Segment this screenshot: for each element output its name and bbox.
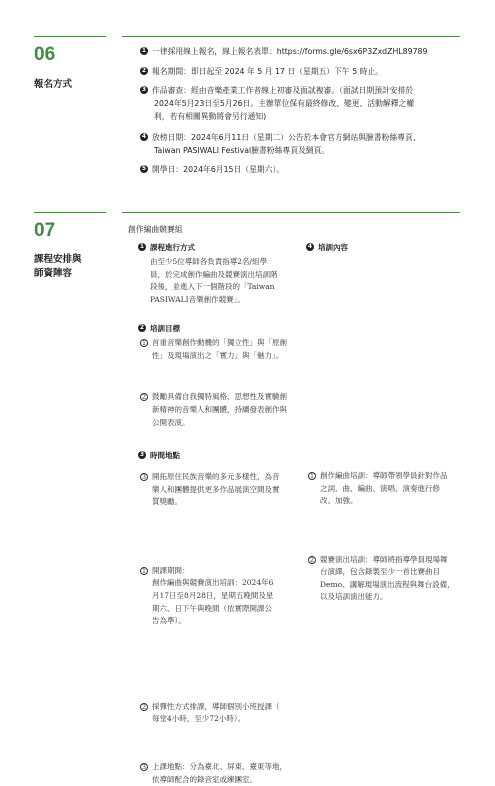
- subheading-training-goals: [138, 323, 180, 334]
- paragraph-line: 段後，並進入下一個階段的「Taiwan: [150, 282, 275, 292]
- number-badge: 5: [141, 165, 147, 172]
- section-06-title: 報名方式: [34, 79, 73, 90]
- list-line: 改、加強。: [320, 496, 358, 506]
- register-item-line: [140, 163, 475, 176]
- subheading-text: 培訓內容: [318, 243, 348, 252]
- register-item-line: [140, 110, 475, 123]
- register-item-text: 一律採用線上報名，線上報名表單：https://forms.gle/6sx6P3ZxdZHL89789: [152, 47, 428, 56]
- section-07-rule-right: [122, 212, 460, 213]
- number-badge: 1: [139, 243, 145, 250]
- circled-number: 2: [308, 556, 316, 564]
- section-07-rule: [34, 212, 106, 213]
- list-line: 創作編曲培訓：導師帶領學員針對作品: [320, 471, 448, 481]
- register-item-line: [140, 65, 475, 78]
- subheading-time-place: [138, 450, 180, 461]
- training-content-item: [308, 554, 480, 604]
- register-item-text: 報名期間：即日起至 2024 年 5 月 17 日（星期五）下午 5 時止。: [152, 67, 384, 76]
- list-line: 質獎勵。: [152, 497, 182, 507]
- paragraph-line: PASIWALI音樂創作競賽」。: [150, 294, 245, 304]
- register-item-text: 開學日：2024年6月15日（星期六）。: [152, 165, 285, 174]
- number-badge: 2: [141, 67, 147, 74]
- number-badge: 3: [139, 451, 145, 458]
- group-heading: 創作編曲競賽組: [128, 225, 183, 234]
- register-item-text: 作品審查：經由音樂產業工作者線上初審及面試複審。（面試日期預計安排於: [152, 86, 414, 95]
- list-line: 以及培訓演出能力。: [320, 592, 388, 602]
- list-line: 之詞、曲、編曲、演唱、演奏進行修: [320, 483, 440, 493]
- training-content-item: [308, 470, 480, 508]
- list-line: 首重音樂創作動機的「獨立性」與「原創: [152, 338, 287, 347]
- register-item: [140, 84, 475, 123]
- course-method-text: [150, 256, 300, 306]
- schedule-item: [140, 761, 312, 786]
- list-line: 鼓勵具備自我獨特風格、思想性及實驗創: [152, 392, 287, 402]
- register-item-line: [140, 97, 475, 110]
- section-06-rule-right: [122, 36, 460, 37]
- training-goal-item: [140, 471, 312, 509]
- schedule-item: [140, 701, 312, 726]
- number-badge: 3: [141, 86, 147, 93]
- register-item-line: [140, 131, 475, 144]
- register-item-line: [140, 45, 475, 58]
- list-line: 競賽演出培訓：導師將指導學員現場舞: [320, 554, 448, 564]
- list-line: 開課期間：: [152, 565, 190, 575]
- register-item-text: 放榜日期：2024年6月11日（星期二）公告於本會官方網站與臉書粉絲專頁、: [152, 133, 421, 142]
- register-item: [140, 45, 475, 58]
- training-goal-item: [140, 337, 312, 362]
- list-line: 月17日至8月28日，星期五晚間及星: [152, 590, 274, 600]
- register-item-line: [140, 144, 475, 157]
- subheading-training-content: [306, 242, 348, 253]
- register-item-text: 2024年5月23日至5月26日。主辦單位保有最終修改、變更、活動解釋之權: [154, 99, 415, 108]
- circled-number: 1: [140, 567, 148, 575]
- list-line: 開拓原住民族音樂的多元多樣性，為音: [152, 471, 280, 481]
- section-07-number: 07: [34, 220, 56, 241]
- list-line: 樂人和團體提供更多作品展演空間及實: [152, 484, 280, 494]
- schedule-item: [140, 565, 312, 628]
- paragraph-line: 員，於完成創作編曲及競賽演出培訓階: [150, 269, 278, 279]
- list-line: 創作編曲與競賽演出培訓：2024年6: [152, 578, 274, 588]
- list-line: Demo、講解現場演出流程與舞台設備，: [320, 579, 455, 589]
- number-badge: 2: [139, 324, 145, 331]
- number-badge: 4: [307, 243, 313, 250]
- list-line: 性」及現場演出之「實力」與「魅力」。: [152, 350, 284, 360]
- list-line: 期六、日下午與晚間（依實際開課公: [152, 603, 272, 613]
- register-item: [140, 65, 475, 78]
- subheading-course-method: [138, 242, 195, 253]
- section-07-title-line-1: 課程安排與: [34, 254, 82, 265]
- circled-number: 1: [308, 472, 316, 480]
- circled-number: 2: [140, 393, 148, 401]
- circled-number: 1: [140, 339, 148, 347]
- subheading-text: 時間地點: [150, 451, 180, 460]
- training-goal-item: [140, 391, 312, 429]
- number-badge: 4: [141, 133, 147, 140]
- circled-number: 2: [140, 703, 148, 711]
- paragraph-line: 由至少5位導師各負責指導2名/組學: [150, 257, 268, 266]
- list-line: 台演繹，包含錄製至少一首比賽曲目: [320, 567, 440, 577]
- subheading-text: 課程進行方式: [150, 243, 195, 252]
- number-badge: 1: [141, 47, 147, 54]
- register-item-text: 利，若有相關異動將會另行通知): [154, 112, 267, 121]
- section-07-title-line-2: 師資陣容: [34, 268, 73, 279]
- section-06-number: 06: [34, 44, 56, 65]
- section-06-rule: [34, 36, 106, 37]
- list-line: 每堂4小時，至少72小時）。: [152, 714, 246, 724]
- section-07-title: [34, 253, 82, 281]
- list-line: 告為準）。: [152, 616, 186, 626]
- register-item: [140, 131, 475, 157]
- list-line: 公開表演。: [152, 417, 190, 427]
- subheading-text: 培訓目標: [150, 324, 180, 333]
- list-line: 上課地點：分為臺北、屏東、臺東等地，: [152, 762, 287, 772]
- register-item-text: Taiwan PASIWALI Festival臉書粉絲專頁及網頁。: [154, 146, 330, 155]
- circled-number: 3: [140, 473, 148, 481]
- list-line: 採彈性方式排課，導師個別小班授課（: [152, 701, 280, 711]
- register-item: [140, 163, 475, 176]
- register-item-line: [140, 84, 475, 97]
- circled-number: 3: [140, 763, 148, 771]
- list-line: 新精神的音樂人和團體，持續發表創作與: [152, 404, 287, 414]
- list-line: 依導師配合的錄音室或練團室。: [152, 774, 257, 784]
